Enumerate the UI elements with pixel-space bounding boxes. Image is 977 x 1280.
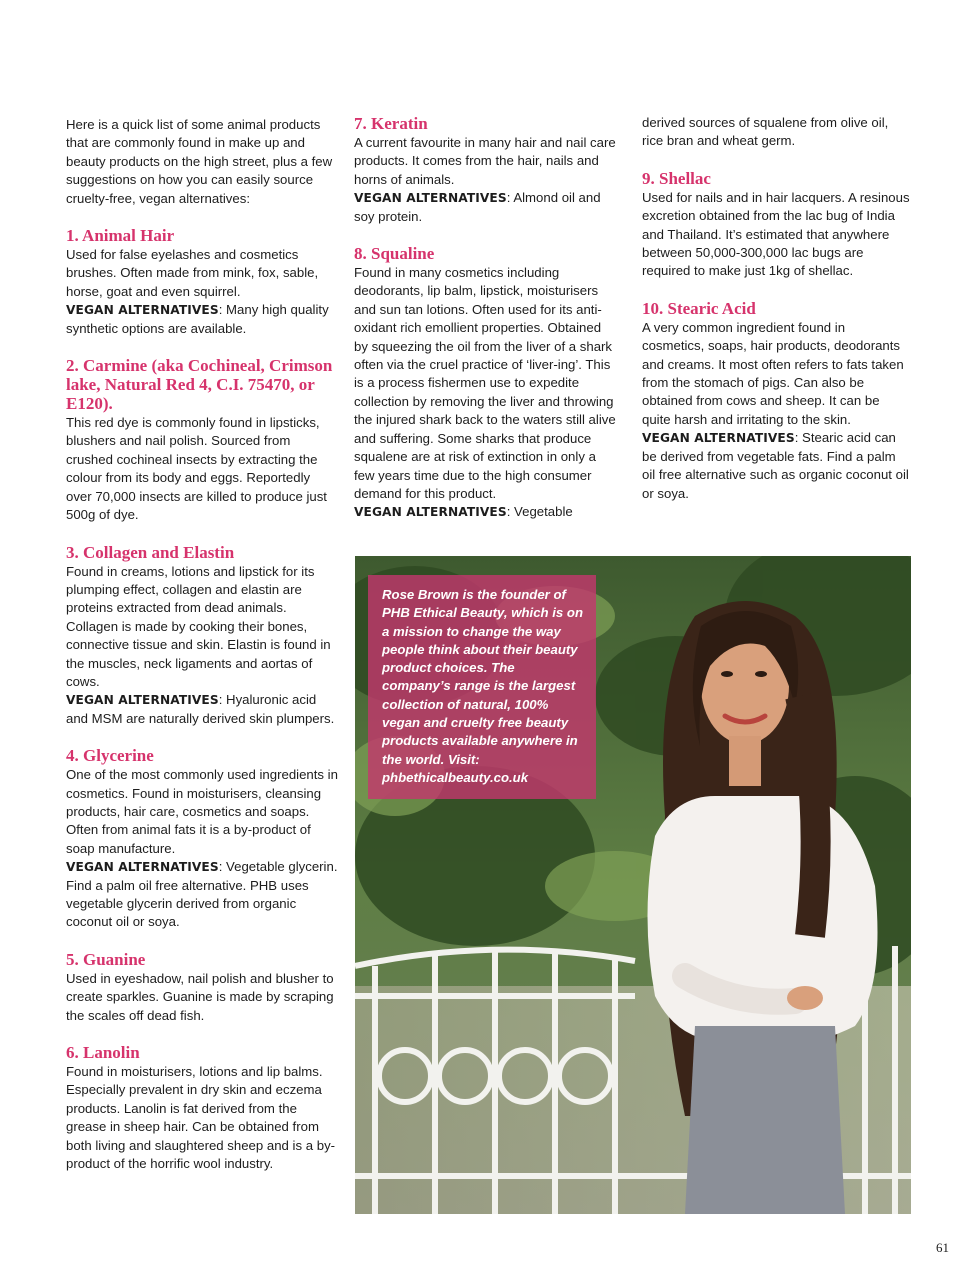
- section-keratin: [354, 114, 616, 226]
- intro-paragraph: Here is a quick list of some animal products that are commonly found in make up and beauty products on the high street, plus a few suggestions on how you can easily source cruelty-free, vegan alternatives:: [66, 117, 333, 206]
- section-guanine: [66, 950, 338, 1025]
- column-3: [642, 114, 910, 521]
- section-glycerine: [66, 746, 338, 932]
- section-heading: 5. Guanine: [66, 949, 146, 969]
- section-heading: 10. Stearic Acid: [642, 298, 756, 318]
- vegan-alternatives-label: VEGAN ALTERNATIVES: [642, 431, 795, 446]
- section-heading: 7. Keratin: [354, 114, 428, 133]
- page-number: 61: [936, 1240, 949, 1255]
- section-stearic-acid: [642, 299, 910, 503]
- section-body: This red dye is commonly found in lipsticks, blushers and nail polish. Sourced from crushed cochineal insects by extracting the colour from its body and eggs. Reportedly over 70,000 insects are killed to produce just 500g of dye.: [66, 415, 327, 523]
- section-body: Used in eyeshadow, nail polish and blusher to create sparkles. Guanine is made by scraping the scales off dead fish.: [66, 970, 334, 1023]
- column-2: [354, 114, 616, 540]
- vegan-alternatives-label: VEGAN ALTERNATIVES: [66, 693, 219, 708]
- section-squaline: [354, 244, 616, 522]
- section-body: Found in moisturisers, lotions and lip balms. Especially prevalent in dry skin and eczema products. Lanolin is fat derived from the grease in sheep hair. Can be obtained from both living and slaughtered sheep and is a by-product of the horrific wool industry.: [66, 1064, 336, 1172]
- section-body: One of the most commonly used ingredients in cosmetics. Found in moisturisers, cleansing products, hair care, cosmetics and soaps. Often from animal fats it is a by-product of soap manufacture. VEGAN ALTERNATIVES: Vegetable glycerin. Find a palm oil free alternative. PHB uses vegetable glycerin derived from organic coconut oil or soya.: [66, 767, 338, 930]
- section-body: Found in creams, lotions and lipstick for its plumping effect, collagen and elastin are proteins extracted from dead animals. Collagen is made by cooking their bones, connective tissue and skin. Elastin is found in the muscles, neck ligaments and aortas of cows. VEGAN ALTERNATIVES: Hyaluronic acid and MSM are naturally derived skin plumpers.: [66, 563, 335, 726]
- section-heading: 4. Glycerine: [66, 746, 154, 766]
- column-1: [66, 114, 338, 1191]
- section-collagen-elastin: [66, 543, 338, 729]
- section-heading: 1. Animal Hair: [66, 226, 175, 246]
- section-heading: 2. Carmine (aka Cochineal, Crimson lake, Natural Red 4, C.I. 75470, or E120).: [66, 356, 333, 414]
- section-lanolin: [66, 1043, 338, 1173]
- section-body: A current favourite in many hair and nail care products. It comes from the hair, nails and horns of animals. VEGAN ALTERNATIVES: Almond oil and soy protein.: [354, 135, 616, 224]
- section-body: A very common ingredient found in cosmetics, soaps, hair products, deodorants and creams. It most often refers to fats taken from the stomach of pigs. Can also be obtained from cows and sheep. It can be quite harsh and irritating to the skin. VEGAN ALTERNATIVES: Stearic acid can be derived from vegetable fats. Find a palm oil free alternative such as organic coconut oil or soya.: [642, 319, 909, 501]
- vegan-alternatives-label: VEGAN ALTERNATIVES: [66, 860, 219, 875]
- section-heading: 9. Shellac: [642, 168, 711, 188]
- section-carmine: [66, 356, 338, 524]
- section-body: Found in many cosmetics including deodorants, lip balm, lipstick, moisturisers and sun tan lotions. Often used for its anti-oxidant rich emollient properties. Obtained by squeezing the oil from the liver of a shark often via the cruel practice of ‘liver-ing’. This is a process fishermen use to expedite collection by removing the liver and throwing the injured shark back to the waters still alive and suffering. Some sharks that produce squalene are at risk of extinction in only a few years time due to the high consumer demand for this product. VEGAN ALTERNATIVES: Vegetable: [354, 265, 616, 520]
- photo-caption: Rose Brown is the founder of PHB Ethical Beauty, which is on a mission to change the way people think about their beauty product choices. The company’s range is the largest collection of natural, 100% vegan and cruelty free beauty products available anywhere in the world. Visit: phbethicalbeauty.co.uk: [368, 575, 596, 799]
- section-heading: 6. Lanolin: [66, 1043, 140, 1063]
- section-heading: 3. Collagen and Elastin: [66, 542, 235, 562]
- section-body: Used for false eyelashes and cosmetics brushes. Often made from mink, fox, sable, horse, goat and even squirrel. VEGAN ALTERNATIVES: Many high quality synthetic options are available.: [66, 247, 329, 336]
- squaline-continued: derived sources of squalene from olive oil, rice bran and wheat germ.: [642, 115, 889, 149]
- section-heading: 8. Squaline: [354, 244, 435, 264]
- vegan-alternatives-label: VEGAN ALTERNATIVES: [354, 191, 507, 206]
- section-body: Used for nails and in hair lacquers. A resinous excretion obtained from the lac bug of India and Thailand. It’s estimated that anywhere between 50,000-300,000 lac bugs are required to make just 1kg of shellac.: [642, 189, 910, 279]
- vegan-alternatives-label: VEGAN ALTERNATIVES: [66, 303, 219, 318]
- section-animal-hair: [66, 226, 338, 338]
- section-shellac: [642, 169, 910, 281]
- vegan-alternatives-label: VEGAN ALTERNATIVES: [354, 505, 507, 520]
